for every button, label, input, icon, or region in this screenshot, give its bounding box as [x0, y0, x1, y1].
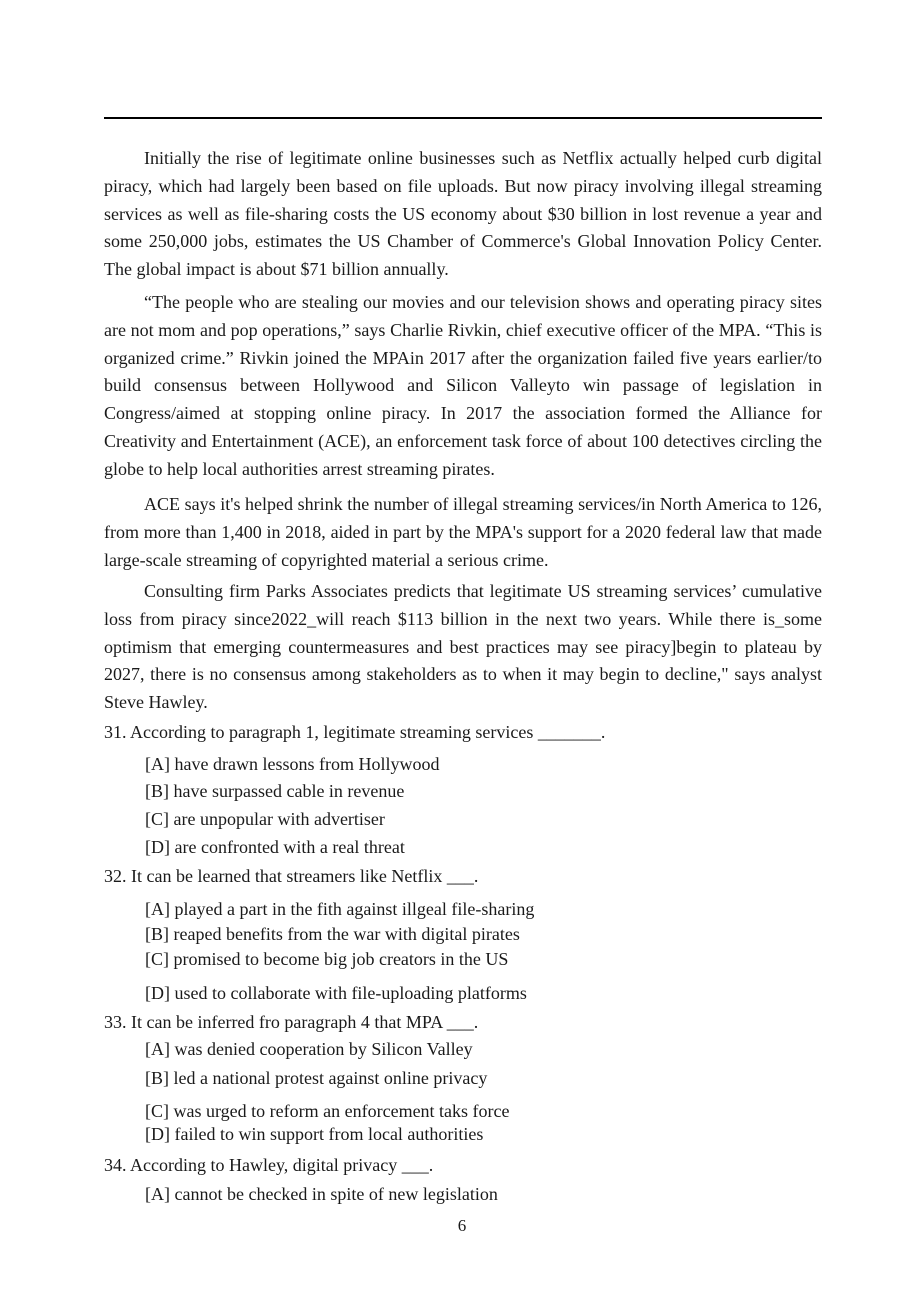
paragraph-1: Initially the rise of legitimate online businesses such as Netflix actually helped curb digital piracy, which had largely been based on file uploads. But now piracy involving illegal streaming services as well as file-sharing costs the US economy about $30 billion in lost revenue a year and some 250,000 jobs, estimates the US Chamber of Commerce's Global Innovation Policy Center. The global impact is about $71 billion annually.	[104, 148, 822, 280]
question-33-stem: 33. It can be inferred fro paragraph 4 that MPA ___.	[104, 1012, 479, 1032]
header-rule	[104, 117, 822, 119]
question-32-stem: 32. It can be learned that streamers like Netflix ___.	[104, 866, 479, 886]
question-34-option-a: [A] cannot be checked in spite of new legislation	[145, 1184, 498, 1204]
question-32-option-b: [B] reaped benefits from the war with digital pirates	[145, 924, 520, 944]
question-31-stem: 31. According to paragraph 1, legitimate streaming services _______.	[104, 722, 606, 742]
question-31-option-d: [D] are confronted with a real threat	[145, 837, 405, 857]
question-31-option-b: [B] have surpassed cable in revenue	[145, 781, 405, 801]
paragraph-3: ACE says it's helped shrink the number of illegal streaming services/in North America to 126, from more than 1,400 in 2018, aided in part by the MPA's support for a 2020 federal law that made large-scale streaming of copyrighted material a serious crime.	[104, 494, 822, 570]
page-number: 6	[457, 1216, 467, 1235]
question-32-option-c: [C] promised to become big job creators in the US	[145, 949, 509, 969]
question-33-option-b: [B] led a national protest against online privacy	[145, 1068, 488, 1088]
question-33-option-a: [A] was denied cooperation by Silicon Valley	[145, 1039, 473, 1059]
paragraph-2: “The people who are stealing our movies and our television shows and operating piracy sites are not mom and pop operations,” says Charlie Rivkin, chief executive officer of the MPA. “This is organized crime.” Rivkin joined the MPAin 2017 after the organization failed five years earlier/to build consensus between Hollywood and Silicon Valleyto win passage of legislation in Congress/aimed at stopping online piracy. In 2017 the association formed the Alliance for Creativity and Entertainment (ACE), an enforcement task force of about 100 detectives circling the globe to help local authorities arrest streaming pirates.	[104, 292, 822, 479]
question-33-option-c: [C] was urged to reform an enforcement taks force	[145, 1101, 510, 1121]
question-33-option-d: [D] failed to win support from local authorities	[145, 1124, 484, 1144]
question-32-option-a: [A] played a part in the fith against illgeal file-sharing	[145, 899, 535, 919]
question-31-option-c: [C] are unpopular with advertiser	[145, 809, 385, 829]
question-34-stem: 34. According to Hawley, digital privacy ___.	[104, 1155, 434, 1175]
question-31-option-a: [A] have drawn lessons from Hollywood	[145, 754, 440, 774]
paragraph-4: Consulting firm Parks Associates predicts that legitimate US streaming services’ cumulative loss from piracy since2022_will reach $113 billion in the next two years. While there is_some optimism that emerging countermeasures and best practices may see piracy]begin to plateau by 2027, there is no consensus among stakeholders as to when it may begin to decline," says analyst Steve Hawley.	[104, 581, 822, 713]
question-32-option-d: [D] used to collaborate with file-uploading platforms	[145, 983, 527, 1003]
